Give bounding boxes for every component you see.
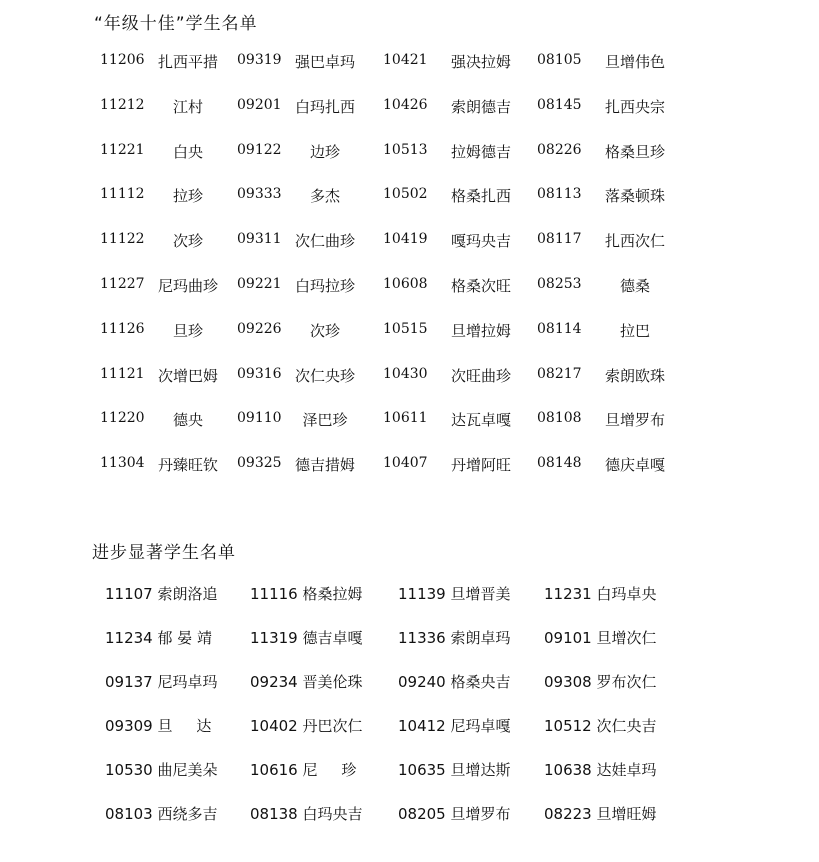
student-name: 落桑顿珠 bbox=[604, 187, 665, 206]
student-name: 扎西央宗 bbox=[604, 97, 665, 116]
table-row bbox=[100, 704, 700, 748]
student-entry: 10412 尼玛卓嘎 bbox=[398, 717, 511, 735]
student-entry: 10638 达娃卓玛 bbox=[544, 761, 657, 779]
student-name: 德央 bbox=[172, 411, 203, 430]
student-entry: 10512 次仁央吉 bbox=[544, 717, 657, 735]
student-id: 08105 bbox=[537, 52, 582, 68]
table-row bbox=[90, 398, 690, 443]
student-entry: 10616 尼 珍 bbox=[250, 761, 357, 779]
student-id: 11304 bbox=[100, 455, 145, 472]
table-row bbox=[100, 572, 700, 616]
student-id: 09226 bbox=[237, 320, 282, 337]
student-id: 10430 bbox=[383, 365, 428, 382]
student-name: 丹增阿旺 bbox=[450, 456, 511, 475]
student-id: 09201 bbox=[237, 96, 282, 113]
student-entry: 11107 索朗洛追 bbox=[105, 585, 218, 603]
student-name: 嘎玛央吉 bbox=[450, 232, 511, 251]
student-name: 扎西平措 bbox=[157, 53, 218, 71]
student-id: 10419 bbox=[383, 231, 428, 248]
student-name: 旦增拉姆 bbox=[450, 321, 511, 340]
student-name: 江村 bbox=[172, 97, 203, 116]
student-name: 泽巴珍 bbox=[302, 411, 348, 430]
progress-table bbox=[100, 572, 700, 836]
student-id: 08226 bbox=[537, 141, 582, 158]
student-entry: 11336 索朗卓玛 bbox=[398, 629, 511, 647]
table-row bbox=[90, 40, 690, 85]
student-id: 09110 bbox=[237, 410, 282, 427]
student-entry: 11139 旦增晋美 bbox=[398, 585, 511, 603]
student-id: 10611 bbox=[383, 410, 428, 427]
student-id: 10426 bbox=[383, 96, 428, 113]
top-ten-heading: “年级十佳”学生名单 bbox=[94, 14, 258, 34]
table-row bbox=[90, 309, 690, 354]
table-row bbox=[100, 748, 700, 792]
table-row bbox=[100, 792, 700, 836]
student-id: 11220 bbox=[100, 410, 145, 427]
student-entry: 10402 丹巴次仁 bbox=[250, 717, 363, 735]
student-name: 格桑扎西 bbox=[450, 187, 511, 206]
table-row bbox=[100, 660, 700, 704]
student-name: 白玛拉珍 bbox=[294, 276, 355, 295]
table-row bbox=[90, 130, 690, 175]
student-id: 11227 bbox=[100, 275, 145, 292]
student-entry: 08205 旦增罗布 bbox=[398, 805, 511, 823]
student-name: 索朗欧珠 bbox=[604, 366, 665, 385]
table-row bbox=[90, 264, 690, 309]
student-id: 11221 bbox=[100, 141, 145, 158]
student-name: 多杰 bbox=[309, 187, 340, 206]
table-row bbox=[90, 219, 690, 264]
student-entry: 09137 尼玛卓玛 bbox=[105, 673, 218, 691]
student-id: 08148 bbox=[537, 455, 582, 472]
student-name: 索朗德吉 bbox=[450, 97, 511, 116]
student-entry: 11319 德吉卓嘎 bbox=[250, 629, 363, 647]
student-name: 格桑次旺 bbox=[450, 276, 511, 295]
student-name: 次增巴姆 bbox=[157, 366, 218, 385]
progress-heading: 进步显著学生名单 bbox=[92, 543, 236, 563]
student-name: 边珍 bbox=[309, 142, 340, 161]
student-id: 09333 bbox=[237, 186, 282, 203]
student-id: 11206 bbox=[100, 52, 145, 68]
student-id: 11212 bbox=[100, 96, 145, 113]
student-name: 白央 bbox=[172, 142, 203, 161]
top-ten-table bbox=[90, 40, 690, 488]
student-name: 旦增罗布 bbox=[604, 411, 665, 430]
student-name: 德吉措姆 bbox=[294, 456, 355, 475]
student-name: 白玛扎西 bbox=[294, 97, 355, 116]
student-id: 08113 bbox=[537, 186, 582, 203]
student-id: 09221 bbox=[237, 275, 282, 292]
student-name: 格桑旦珍 bbox=[604, 142, 665, 161]
student-name: 丹臻旺钦 bbox=[157, 456, 218, 475]
student-entry: 09234 晋美伦珠 bbox=[250, 673, 363, 691]
student-id: 11121 bbox=[100, 365, 145, 382]
student-name: 拉姆德吉 bbox=[450, 142, 511, 161]
student-name: 拉珍 bbox=[172, 187, 203, 206]
student-id: 10513 bbox=[383, 141, 428, 158]
student-id: 10421 bbox=[383, 52, 428, 68]
student-id: 11122 bbox=[100, 231, 145, 248]
student-id: 09325 bbox=[237, 455, 282, 472]
table-row bbox=[90, 174, 690, 219]
student-id: 09122 bbox=[237, 141, 282, 158]
table-row bbox=[100, 616, 700, 660]
student-entry: 08103 西绕多吉 bbox=[105, 805, 218, 823]
student-id: 08114 bbox=[537, 320, 582, 337]
student-entry: 10530 曲尼美朵 bbox=[105, 761, 218, 779]
student-name: 强决拉姆 bbox=[450, 53, 511, 71]
student-entry: 08223 旦增旺姆 bbox=[544, 805, 657, 823]
student-name: 德庆卓嘎 bbox=[604, 456, 665, 475]
table-row bbox=[90, 443, 690, 488]
student-name: 尼玛曲珍 bbox=[157, 276, 218, 295]
student-id: 09319 bbox=[237, 52, 282, 68]
student-entry: 11116 格桑拉姆 bbox=[250, 585, 363, 603]
student-name: 达瓦卓嘎 bbox=[450, 411, 511, 430]
student-id: 09316 bbox=[237, 365, 282, 382]
student-name: 次珍 bbox=[309, 321, 340, 340]
student-entry: 08138 白玛央吉 bbox=[250, 805, 363, 823]
student-id: 11126 bbox=[100, 320, 145, 337]
student-id: 08108 bbox=[537, 410, 582, 427]
student-entry: 09308 罗布次仁 bbox=[544, 673, 657, 691]
student-name: 旦增伟色 bbox=[604, 53, 665, 71]
student-name: 德桑 bbox=[619, 276, 650, 295]
student-id: 11112 bbox=[100, 186, 145, 203]
student-entry: 09101 旦增次仁 bbox=[544, 629, 657, 647]
student-name: 次仁曲珍 bbox=[294, 232, 355, 251]
student-entry: 11231 白玛卓央 bbox=[544, 585, 657, 603]
student-id: 10502 bbox=[383, 186, 428, 203]
student-name: 次旺曲珍 bbox=[450, 366, 511, 385]
student-id: 10608 bbox=[383, 275, 428, 292]
table-row bbox=[90, 85, 690, 130]
student-entry: 11234 郁 晏 靖 bbox=[105, 629, 213, 647]
student-name: 旦珍 bbox=[172, 321, 203, 340]
student-id: 08217 bbox=[537, 365, 582, 382]
student-id: 10515 bbox=[383, 320, 428, 337]
student-name: 拉巴 bbox=[619, 321, 650, 340]
student-entry: 09240 格桑央吉 bbox=[398, 673, 511, 691]
student-name: 强巴卓玛 bbox=[294, 53, 355, 71]
student-name: 次仁央珍 bbox=[294, 366, 355, 385]
student-id: 10407 bbox=[383, 455, 428, 472]
student-name: 次珍 bbox=[172, 232, 203, 251]
student-id: 09311 bbox=[237, 231, 282, 248]
student-id: 08253 bbox=[537, 275, 582, 292]
student-entry: 10635 旦增达斯 bbox=[398, 761, 511, 779]
student-entry: 09309 旦 达 bbox=[105, 717, 212, 735]
student-id: 08117 bbox=[537, 231, 582, 248]
student-name: 扎西次仁 bbox=[604, 232, 665, 251]
table-row bbox=[90, 354, 690, 399]
student-id: 08145 bbox=[537, 96, 582, 113]
